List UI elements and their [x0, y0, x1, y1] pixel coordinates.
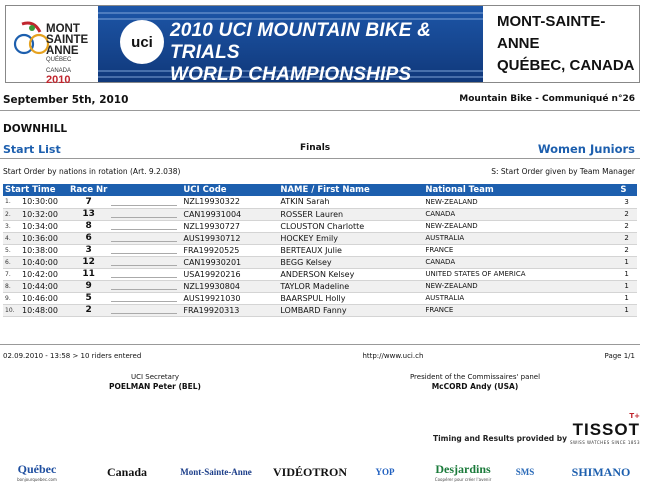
table-row	[3, 268, 637, 280]
divider	[0, 110, 640, 111]
sponsor-name: Desjardins	[435, 462, 491, 476]
team-manager-note: S: Start Order given by Team Manager	[491, 167, 635, 176]
rider-name-cell: HOCKEY Emily	[278, 232, 423, 244]
col-blank	[109, 184, 181, 196]
start-order-cell: 2	[618, 220, 637, 232]
rider-name-cell: BEGG Kelsey	[278, 256, 423, 268]
rank-cell: 8.	[3, 280, 20, 292]
start-time-cell: 10:38:00	[20, 244, 68, 256]
header-banner	[5, 5, 640, 86]
race-nr-cell: 7	[68, 196, 109, 208]
national-team-cell: CANADA	[423, 256, 618, 268]
col-start-time: Start Time	[3, 184, 68, 196]
table-row	[3, 232, 637, 244]
category-title: Women Juniors	[537, 142, 635, 156]
uci-code-cell: CAN19931004	[181, 208, 278, 220]
page-footer	[3, 352, 635, 360]
start-time-cell: 10:30:00	[20, 196, 68, 208]
national-team-cell: NEW-ZEALAND	[423, 280, 618, 292]
table-row	[3, 196, 637, 208]
uci-code-cell: FRA19920525	[181, 244, 278, 256]
rank-cell: 3.	[3, 220, 20, 232]
sponsor-subtext: Coopérer pour créer l'avenir	[434, 477, 492, 482]
uci-code-cell: FRA19920313	[181, 304, 278, 316]
sponsor-strip	[0, 452, 650, 492]
start-order-cell: 1	[618, 304, 637, 316]
rider-name-cell: ANDERSON Kelsey	[278, 268, 423, 280]
sponsor-name: VIDÉOTRON	[272, 464, 347, 479]
uci-code-cell: AUS19930712	[181, 232, 278, 244]
sponsor-subtext: bonjourquebec.com	[17, 477, 57, 482]
president-signature: President of the Commissaires' panel McCORD Andy (USA)	[409, 373, 541, 391]
rank-cell: 4.	[3, 232, 20, 244]
col-race-nr: Race Nr	[70, 185, 108, 195]
blank-cell	[109, 268, 181, 280]
rank-cell: 1.	[3, 196, 20, 208]
start-time-cell: 10:40:00	[20, 256, 68, 268]
start-order-cell: 1	[618, 256, 637, 268]
start-list-table	[3, 184, 637, 317]
start-order-cell: 2	[618, 208, 637, 220]
start-order-cell: 1	[618, 292, 637, 304]
race-nr-cell: 2	[68, 304, 109, 316]
rank-cell: 7.	[3, 268, 20, 280]
rank-cell: 10.	[3, 304, 20, 316]
communique-number: Mountain Bike - Communiqué n°26	[459, 94, 635, 104]
rider-name-cell: LOMBARD Fanny	[278, 304, 423, 316]
rider-name-cell: ATKIN Sarah	[278, 196, 423, 208]
col-name: NAME / First Name	[278, 184, 423, 196]
race-nr-cell: 6	[68, 232, 109, 244]
sponsor-logo	[2, 456, 72, 488]
blank-cell	[109, 208, 181, 220]
sponsor-logo	[513, 456, 537, 488]
tissot-logo: T+ TISSOT SWISS WATCHES SINCE 1853	[569, 412, 640, 445]
divider	[0, 158, 640, 159]
race-nr-cell: 13	[68, 208, 109, 220]
uci-code-cell: CAN19930201	[181, 256, 278, 268]
event-logo-text: MONT SAINTE ANNE QUÉBEC CANADA 2010	[46, 23, 89, 86]
table-row	[3, 292, 637, 304]
blank-cell	[109, 244, 181, 256]
blank-cell	[109, 292, 181, 304]
start-time-cell: 10:36:00	[20, 232, 68, 244]
start-order-cell: 2	[618, 244, 637, 256]
sponsor-name: SHIMANO	[571, 464, 631, 479]
footer-entry-info: 02.09.2010 - 13:58 > 10 riders entered	[3, 352, 142, 360]
national-team-cell: UNITED STATES OF AMERICA	[423, 268, 618, 280]
timing-credit: Timing and Results provided by	[433, 434, 568, 443]
national-team-cell: FRANCE	[423, 304, 618, 316]
uci-code-cell: AUS19921030	[181, 292, 278, 304]
footer-page-number: Page 1/1	[604, 352, 635, 360]
tissot-mark-icon: T+	[629, 412, 640, 420]
table-row	[3, 208, 637, 220]
race-nr-cell: 9	[68, 280, 109, 292]
list-title: Start List	[3, 143, 61, 156]
rank-cell: 6.	[3, 256, 20, 268]
col-national-team: National Team	[423, 184, 618, 196]
blank-cell	[109, 256, 181, 268]
start-time-cell: 10:44:00	[20, 280, 68, 292]
rider-name-cell: ROSSER Lauren	[278, 208, 423, 220]
race-nr-cell: 5	[68, 292, 109, 304]
blank-cell	[109, 220, 181, 232]
table-header-row	[3, 184, 637, 196]
sponsor-name: Mont-Sainte-Anne	[180, 467, 252, 477]
blank-cell	[109, 232, 181, 244]
start-order-cell: 3	[618, 196, 637, 208]
national-team-cell: FRANCE	[423, 244, 618, 256]
sponsor-logo	[370, 456, 400, 488]
national-team-cell: NEW-ZEALAND	[423, 196, 618, 208]
sponsor-name: SMS	[515, 467, 535, 477]
national-team-cell: NEW-ZEALAND	[423, 220, 618, 232]
national-team-cell: AUSTRALIA	[423, 232, 618, 244]
start-time-cell: 10:46:00	[20, 292, 68, 304]
table-row	[3, 280, 637, 292]
rider-name-cell: CLOUSTON Charlotte	[278, 220, 423, 232]
uci-code-cell: NZL19930727	[181, 220, 278, 232]
national-team-cell: CANADA	[423, 208, 618, 220]
uci-code-cell: NZL19930804	[181, 280, 278, 292]
divider	[0, 344, 640, 345]
race-nr-cell: 11	[68, 268, 109, 280]
col-s: S	[618, 184, 637, 196]
sponsor-name: YOP	[375, 467, 395, 477]
sponsor-name: Canada	[106, 464, 147, 479]
rider-name-cell: TAYLOR Madeline	[278, 280, 423, 292]
start-order-note: Start Order by nations in rotation (Art. 9.2.038)	[3, 167, 181, 176]
start-order-cell: 1	[618, 268, 637, 280]
table-row	[3, 220, 637, 232]
round-title: Finals	[300, 143, 331, 153]
championship-title: 2010 UCI MOUNTAIN BIKE & TRIALS WORLD CHAMPIONSHIPS	[170, 20, 431, 82]
blank-cell	[109, 304, 181, 316]
table-row	[3, 244, 637, 256]
start-time-cell: 10:32:00	[20, 208, 68, 220]
start-time-cell: 10:34:00	[20, 220, 68, 232]
race-nr-cell: 8	[68, 220, 109, 232]
table-row	[3, 256, 637, 268]
uci-code-cell: NZL19930322	[181, 196, 278, 208]
event-date: September 5th, 2010	[3, 94, 129, 106]
rank-cell: 9.	[3, 292, 20, 304]
start-order-cell: 2	[618, 232, 637, 244]
uci-logo: uci	[120, 20, 164, 64]
sponsor-logo	[176, 456, 256, 488]
table-row	[3, 304, 637, 316]
sponsor-logo	[562, 456, 640, 488]
secretary-signature: UCI Secretary POELMAN Peter (BEL)	[109, 373, 201, 391]
national-team-cell: AUSTRALIA	[423, 292, 618, 304]
sponsor-logo	[432, 456, 494, 488]
championship-title-panel	[98, 6, 483, 82]
rider-name-cell: BERTEAUX Julie	[278, 244, 423, 256]
race-nr-cell: 3	[68, 244, 109, 256]
venue: MONT-SAINTE-ANNE QUÉBEC, CANADA	[497, 13, 635, 74]
event-logo	[6, 6, 98, 86]
start-time-cell: 10:48:00	[20, 304, 68, 316]
rider-name-cell: BAARSPUL Holly	[278, 292, 423, 304]
race-nr-cell: 12	[68, 256, 109, 268]
rank-cell: 2.	[3, 208, 20, 220]
rank-cell: 5.	[3, 244, 20, 256]
sponsor-logo	[98, 456, 156, 488]
blank-cell	[109, 280, 181, 292]
start-order-cell: 1	[618, 280, 637, 292]
col-uci-code: UCI Code	[181, 184, 278, 196]
footer-url[interactable]: http://www.uci.ch	[362, 352, 424, 360]
sponsor-name: Québec	[17, 462, 57, 476]
discipline-title: DOWNHILL	[3, 123, 68, 135]
start-time-cell: 10:42:00	[20, 268, 68, 280]
blank-cell	[109, 196, 181, 208]
sponsor-logo	[272, 456, 348, 488]
uci-code-cell: USA19920216	[181, 268, 278, 280]
